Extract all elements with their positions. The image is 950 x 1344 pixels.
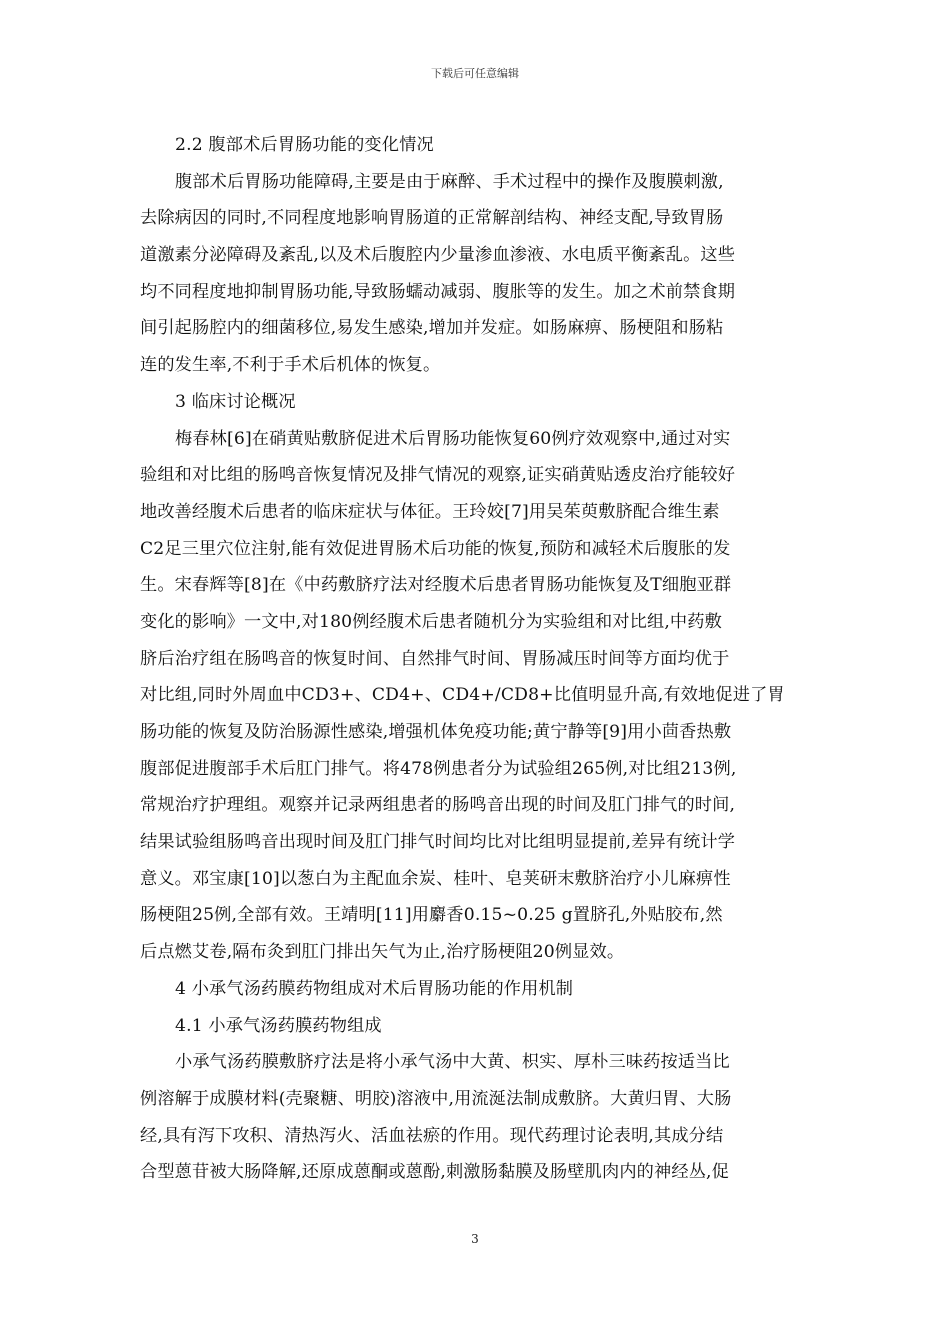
text-line: 腹部术后胃肠功能障碍,主要是由于麻醉、手术过程中的操作及腹膜刺激,: [175, 171, 724, 192]
text-line: 结果试验组肠鸣音出现时间及肛门排气时间均比对比组明显提前,差异有统计学: [140, 832, 736, 853]
text-line: 肠梗阻25例,全部有效。王靖明[11]用麝香0.15~0.25 g置脐孔,外贴胶布,然: [140, 905, 723, 926]
text-line: 地改善经腹术后患者的临床症状与体征。王玲姣[7]用吴茱萸敷脐配合维生素: [140, 501, 720, 522]
text-line: 脐后治疗组在肠鸣音的恢复时间、自然排气时间、胃肠减压时间等方面均优于: [140, 648, 730, 669]
text-line: 生。宋春辉等[8]在《中药敷脐疗法对经腹术后患者胃肠功能恢复及T细胞亚群: [140, 575, 732, 596]
document-body: [140, 127, 810, 1191]
text-line: 变化的影响》一文中,对180例经腹术后患者随机分为实验组和对比组,中药敷: [140, 611, 722, 632]
page-header: 下载后可任意编辑: [431, 67, 519, 80]
text-line: 后点燃艾卷,隔布灸到肛门排出矢气为止,治疗肠梗阻20例显效。: [140, 942, 625, 963]
text-line: 验组和对比组的肠鸣音恢复情况及排气情况的观察,证实硝黄贴透皮治疗能较好: [140, 465, 736, 486]
text-line: 合型蒽苷被大肠降解,还原成蒽酮或蒽酚,刺激肠黏膜及肠壁肌肉内的神经丛,促: [140, 1162, 729, 1183]
text-line: 梅春林[6]在硝黄贴敷脐促进术后胃肠功能恢复60例疗效观察中,通过对实: [175, 428, 731, 449]
text-line: 意义。邓宝康[10]以葱白为主配血余炭、桂叶、皂荚研末敷脐治疗小儿麻痹性: [140, 868, 731, 889]
page-number: 3: [471, 1232, 479, 1246]
text-line: 道激素分泌障碍及紊乱,以及术后腹腔内少量渗血渗液、水电质平衡紊乱。这些: [140, 245, 736, 266]
section-heading: 4 小承气汤药膜药物组成对术后胃肠功能的作用机制: [175, 978, 574, 999]
text-line: 肠功能的恢复及防治肠源性感染,增强机体免疫功能;黄宁静等[9]用小茴香热敷: [140, 722, 732, 742]
text-line: 例溶解于成膜材料(壳聚糖、明胶)溶液中,用流涎法制成敷脐。大黄归胃、大肠: [140, 1088, 732, 1109]
text-line: C2足三里穴位注射,能有效促进胃肠术后功能的恢复,预防和减轻术后腹胀的发: [140, 538, 731, 559]
text-line: 连的发生率,不利于手术后机体的恢复。: [140, 355, 441, 376]
text-line: 均不同程度地抑制胃肠功能,导致肠蠕动减弱、腹胀等的发生。加之术前禁食期: [140, 281, 736, 302]
text-line: 经,具有泻下攻积、清热泻火、活血祛瘀的作用。现代药理讨论表明,其成分结: [140, 1125, 724, 1146]
text-line: 小承气汤药膜敷脐疗法是将小承气汤中大黄、枳实、厚朴三味药按适当比: [175, 1052, 730, 1073]
text-line: 间引起肠腔内的细菌移位,易发生感染,增加并发症。如肠麻痹、肠梗阻和肠粘: [140, 318, 724, 339]
section-heading: 2.2 腹部术后胃肠功能的变化情况: [175, 135, 434, 155]
text-line: 对比组,同时外周血中CD3+、CD4+、CD4+/CD8+比值明显升高,有效地促进了胃: [140, 685, 785, 706]
section-heading: 3 临床讨论概况: [175, 391, 296, 412]
text-line: 常规治疗护理组。观察并记录两组患者的肠鸣音出现的时间及肛门排气的时间,: [140, 795, 736, 816]
section-heading: 4.1 小承气汤药膜药物组成: [175, 1015, 382, 1036]
text-line: 去除病因的同时,不同程度地影响胃肠道的正常解剖结构、神经支配,导致胃肠: [140, 208, 724, 229]
text-line: 腹部促进腹部手术后肛门排气。将478例患者分为试验组265例,对比组213例,: [140, 758, 737, 779]
